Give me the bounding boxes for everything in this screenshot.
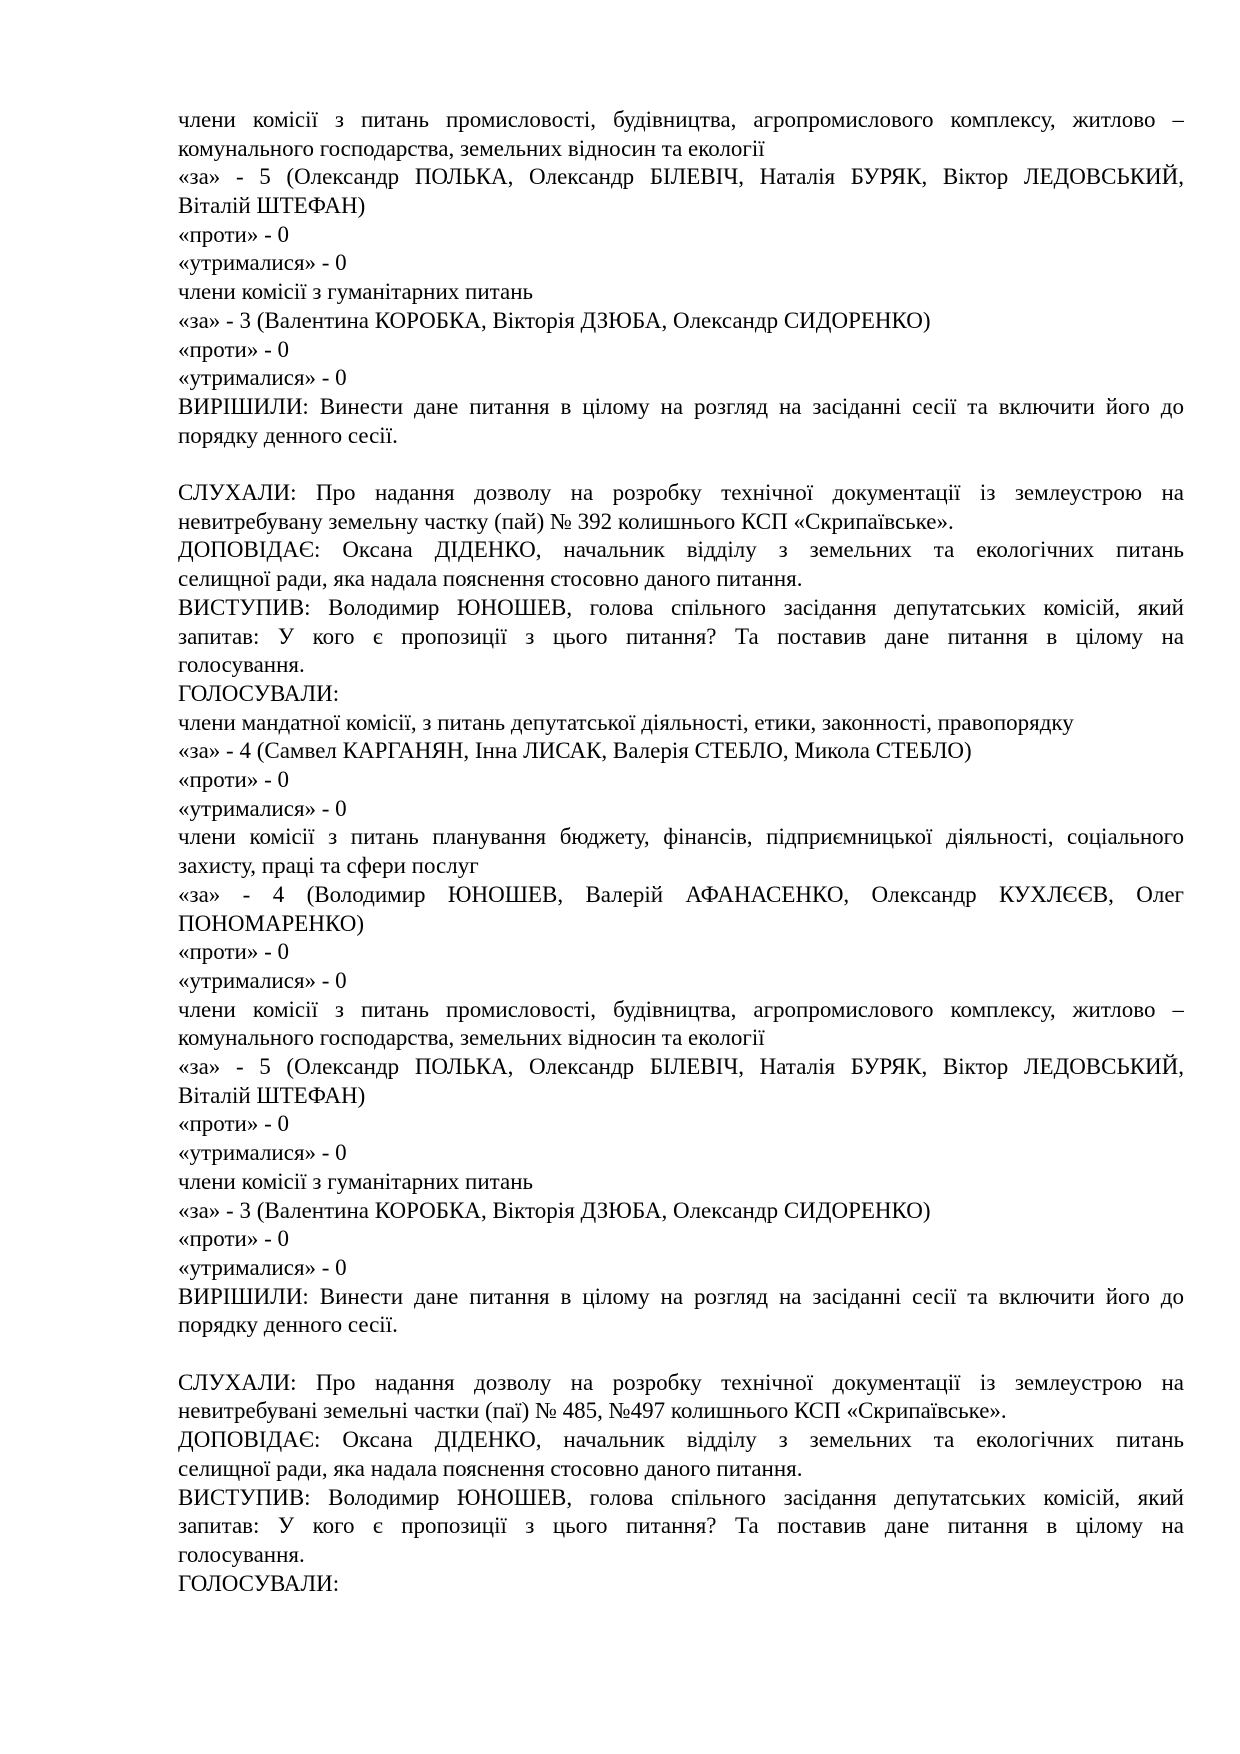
text-line: невитребувану земельну частку (пай) № 392 колишнього КСП «Скрипаївське».	[178, 508, 954, 534]
text-line: «за» - 4 (Володимир ЮНОШЕВ, Валерій АФАНАСЕНКО, Олександр КУХЛЄЄВ, Олег	[178, 881, 1184, 907]
text-line: «утрималися» - 0	[178, 1254, 347, 1280]
text-line: члени комісії з гуманітарних питань	[178, 279, 534, 305]
text-line: голосування.	[178, 652, 305, 678]
text-line: члени комісії з питань промисловості, будівництва, агропромислового комплексу, житлово –	[178, 107, 1184, 132]
text-line: «утрималися» - 0	[178, 967, 347, 993]
text-line: «за» - 3 (Валентина КОРОБКА, Вікторія ДЗЮБА, Олександр СИДОРЕНКО)	[178, 307, 931, 333]
text-line: «проти» - 0	[178, 1111, 290, 1137]
text-line: ВИРІШИЛИ: Винести дане питання в цілому на розгляд на засіданні сесії та включити його до	[178, 1283, 1184, 1309]
text-line: «утрималися» - 0	[178, 250, 347, 276]
text-line: СЛУХАЛИ: Про надання дозволу на розробку технічної документації із землеустрою на	[178, 480, 1184, 506]
text-line: «за» - 3 (Валентина КОРОБКА, Вікторія ДЗЮБА, Олександр СИДОРЕНКО)	[178, 1197, 931, 1223]
text-line: ГОЛОСУВАЛИ:	[178, 1570, 340, 1596]
text-line: Віталій ШТЕФАН)	[178, 193, 366, 219]
text-line: «за» - 4 (Самвел КАРГАНЯН, Інна ЛИСАК, Валерія СТЕБЛО, Микола СТЕБЛО)	[178, 738, 972, 764]
text-line: порядку денного сесії.	[178, 422, 398, 448]
text-line: «проти» - 0	[178, 1226, 290, 1252]
text-line: «утрималися» - 0	[178, 365, 347, 391]
text-line: ДОПОВІДАЄ: Оксана ДІДЕНКО, начальник відділу з земельних та екологічних питань	[178, 537, 1184, 563]
text-line: ДОПОВІДАЄ: Оксана ДІДЕНКО, начальник відділу з земельних та екологічних питань	[178, 1427, 1184, 1453]
text-line: ГОЛОСУВАЛИ:	[178, 680, 340, 706]
paragraph-gap	[178, 1340, 1184, 1369]
text-line: СЛУХАЛИ: Про надання дозволу на розробку технічної документації із землеустрою на	[178, 1369, 1184, 1395]
text-line: члени мандатної комісії, з питань депутатської діяльності, етики, законності, правопорядку	[178, 709, 1074, 735]
text-line: «проти» - 0	[178, 336, 290, 362]
text-line: «за» - 5 (Олександр ПОЛЬКА, Олександр БІЛЕВІЧ, Наталія БУРЯК, Віктор ЛЕДОВСЬКИЙ,	[178, 164, 1184, 190]
text-line: «утрималися» - 0	[178, 795, 347, 821]
text-line: Віталій ШТЕФАН)	[178, 1082, 366, 1108]
text-line: члени комісії з питань промисловості, будівництва, агропромислового комплексу, житлово –	[178, 996, 1184, 1022]
paragraph-gap	[178, 450, 1184, 479]
text-line: захисту, праці та сфери послуг	[178, 853, 479, 879]
text-line: «проти» - 0	[178, 221, 290, 247]
text-line: ВИСТУПИВ: Володимир ЮНОШЕВ, голова спільного засідання депутатських комісій, який	[178, 1484, 1184, 1510]
text-line: «утрималися» - 0	[178, 1140, 347, 1166]
text-line: селищної ради, яка надала пояснення стосовно даного питання.	[178, 1455, 803, 1481]
text-line: «проти» - 0	[178, 767, 290, 793]
text-line: ВИРІШИЛИ: Винести дане питання в цілому на розгляд на засіданні сесії та включити його до	[178, 394, 1184, 419]
text-line: запитав: У кого є пропозиції з цього питання? Та поставив дане питання в цілому на	[178, 623, 1184, 649]
text-line: ПОНОМАРЕНКО)	[178, 910, 364, 936]
text-line: члени комісії з гуманітарних питань	[178, 1168, 534, 1194]
text-line: «проти» - 0	[178, 939, 290, 965]
text-line: члени комісії з питань планування бюджету, фінансів, підприємницької діяльності, соціального	[178, 824, 1184, 850]
text-line: комунального господарства, земельних відносин та екології	[178, 135, 765, 161]
document-page	[178, 106, 1184, 1598]
text-line: голосування.	[178, 1541, 305, 1567]
text-line: порядку денного сесії.	[178, 1312, 398, 1338]
text-line: «за» - 5 (Олександр ПОЛЬКА, Олександр БІЛЕВІЧ, Наталія БУРЯК, Віктор ЛЕДОВСЬКИЙ,	[178, 1054, 1184, 1080]
text-line: комунального господарства, земельних відносин та екології	[178, 1025, 765, 1051]
text-line: ВИСТУПИВ: Володимир ЮНОШЕВ, голова спільного засідання депутатських комісій, який	[178, 594, 1184, 620]
text-line: селищної ради, яка надала пояснення стосовно даного питання.	[178, 566, 803, 592]
text-line: невитребувані земельні частки (паї) № 485, №497 колишнього КСП «Скрипаївське».	[178, 1398, 1007, 1424]
text-line: запитав: У кого є пропозиції з цього питання? Та поставив дане питання в цілому на	[178, 1513, 1184, 1539]
